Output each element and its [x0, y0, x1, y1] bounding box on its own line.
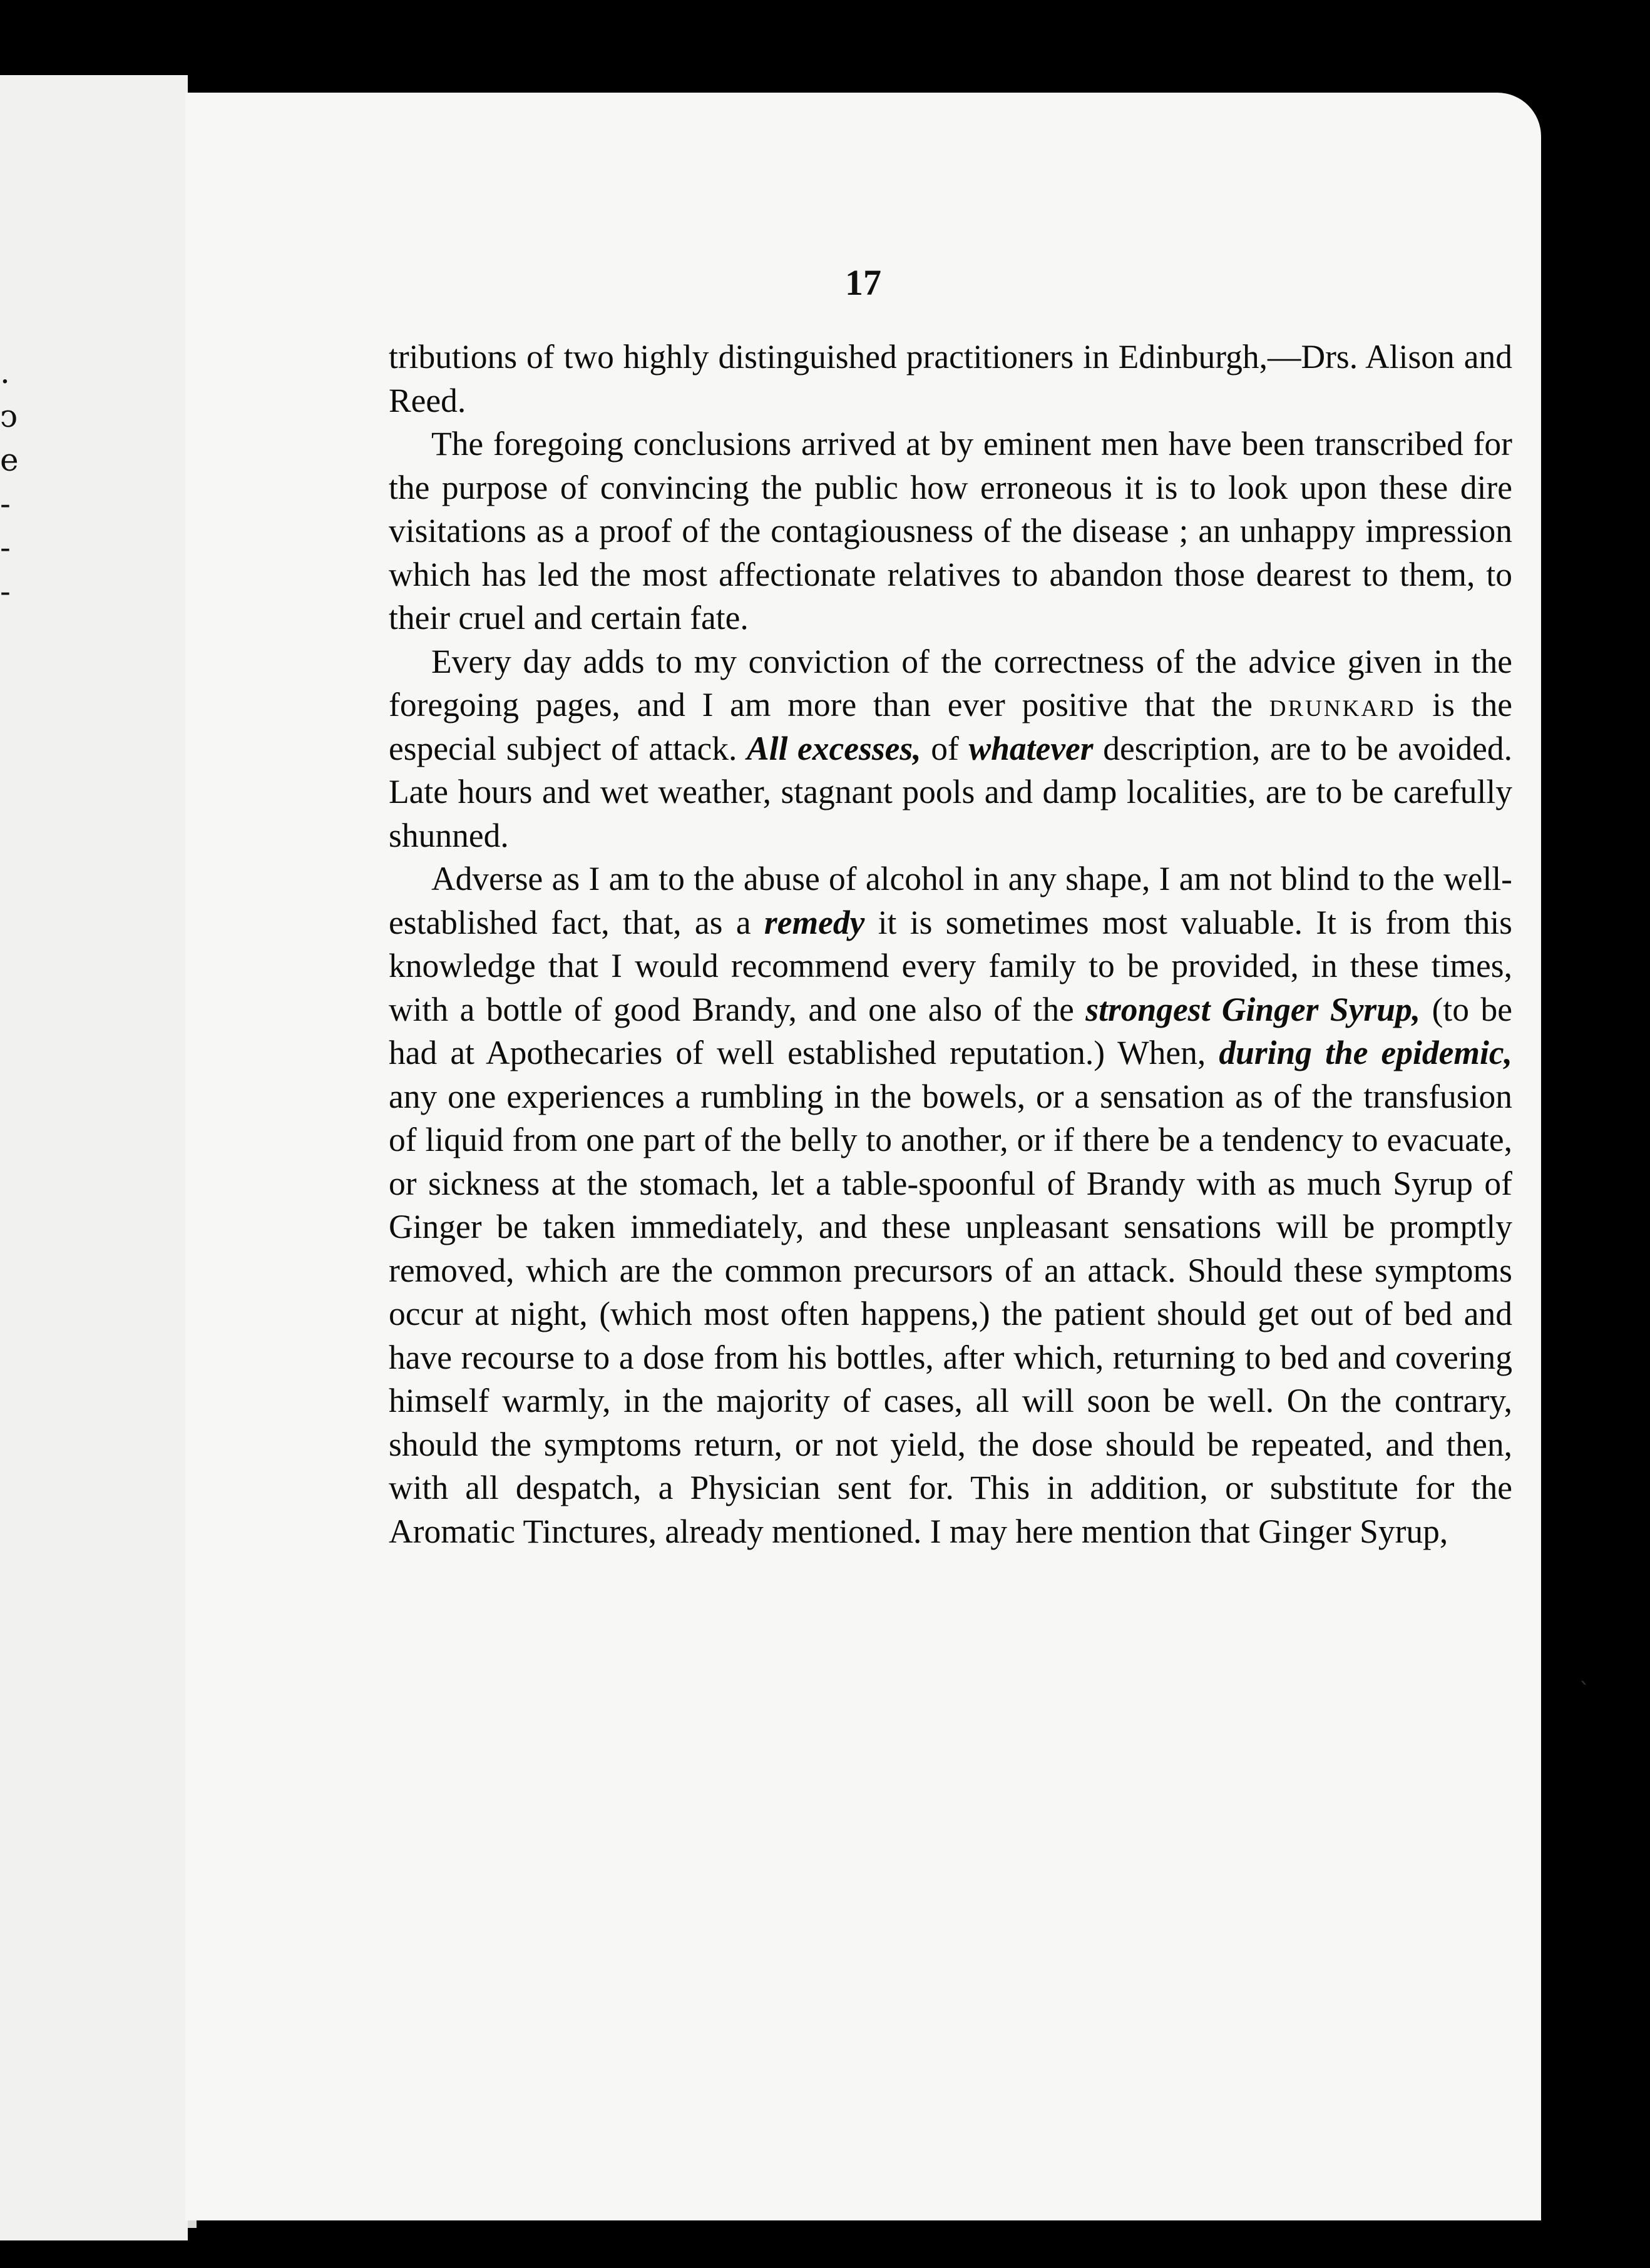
margin-mark: -	[0, 486, 11, 522]
margin-mark: -	[0, 573, 11, 610]
margin-mark: .	[0, 354, 10, 391]
text-run: any one experiences a rumbling in the bowels, or a sensation as of the transfusion of liquid from one part of the belly to another, or if there be a tendency to evacuate, or sickness at the stomach, let a table-spoonful of Brandy with as much Syrup of Ginger be taken immediately, and these unpleasant sensations will be promptly removed, which are the common precursors of an attack. Should these symptoms occur at night, (which most often happens,) the patient should get out of bed and have recourse to a dose from his bottles, after which, returning to bed and covering himself warmly, in the majority of cases, all will soon be well. On the contrary, should the symptoms return, or not yield, the dose should be repeated, and then, with all despatch, a Physician sent for. This in addition, or substitute for the Aromatic Tinctures, already mentioned. I may here mention that Ginger Syrup,	[389, 1077, 1512, 1550]
previous-page-edge	[0, 75, 188, 2240]
paragraph	[389, 857, 1512, 1553]
page-number: 17	[845, 262, 881, 303]
page-body-text	[389, 335, 1512, 1553]
text-run: description, are to be avoided. Late hours and wet weather, stagnant pools and damp localities, are to be carefully shunned.	[389, 729, 1513, 854]
italic-text: remedy	[764, 903, 865, 941]
text-run: Every day adds to my conviction of the correctness of the advice given in the foregoing pages, and I am more than ever positive that the	[389, 642, 1512, 723]
text-run: tributions of two highly distinguished practitioners in Edinburgh,—Drs. Alison and Reed.	[389, 338, 1512, 419]
italic-text: during the epidemic,	[1219, 1034, 1512, 1071]
text-run: it is sometimes most valuable. It is from this knowledge that I would recommend every family to be provided, in these times, with a bottle of good Brandy, and one also of the	[389, 903, 1513, 1028]
small-caps-text: drunkard	[1269, 686, 1416, 723]
book-page	[185, 93, 1541, 2220]
margin-mark: e	[0, 442, 19, 478]
italic-text: All excesses,	[747, 729, 921, 767]
stray-ink-mark: `	[1579, 1678, 1590, 1704]
previous-page-margin-marks	[0, 350, 25, 613]
text-run: is the especial subject of attack.	[389, 686, 1513, 767]
margin-mark: -	[0, 529, 11, 566]
paragraph	[389, 422, 1512, 640]
text-run: The foregoing conclusions arrived at by eminent men have been transcribed for the purpose of convincing the public how erroneous it is to look upon these dire visitations as a proof of the contagiousness of the disease ; an unhappy impression which has led the most affectionate relatives to abandon those dearest to them, to their cruel and certain fate.	[389, 425, 1512, 636]
margin-mark: ↄ	[0, 398, 18, 434]
text-run: Adverse as I am to the abuse of alcohol in any shape, I am not blind to the well-established fact, that, as a	[389, 860, 1512, 941]
italic-text: strongest Ginger Syrup,	[1085, 990, 1421, 1028]
paragraph	[389, 335, 1512, 422]
text-run: of	[921, 729, 969, 767]
text-run: (to be had at Apothecaries of well established reputation.) When,	[389, 990, 1512, 1071]
paragraph	[389, 640, 1512, 858]
italic-text: whatever	[968, 729, 1094, 767]
